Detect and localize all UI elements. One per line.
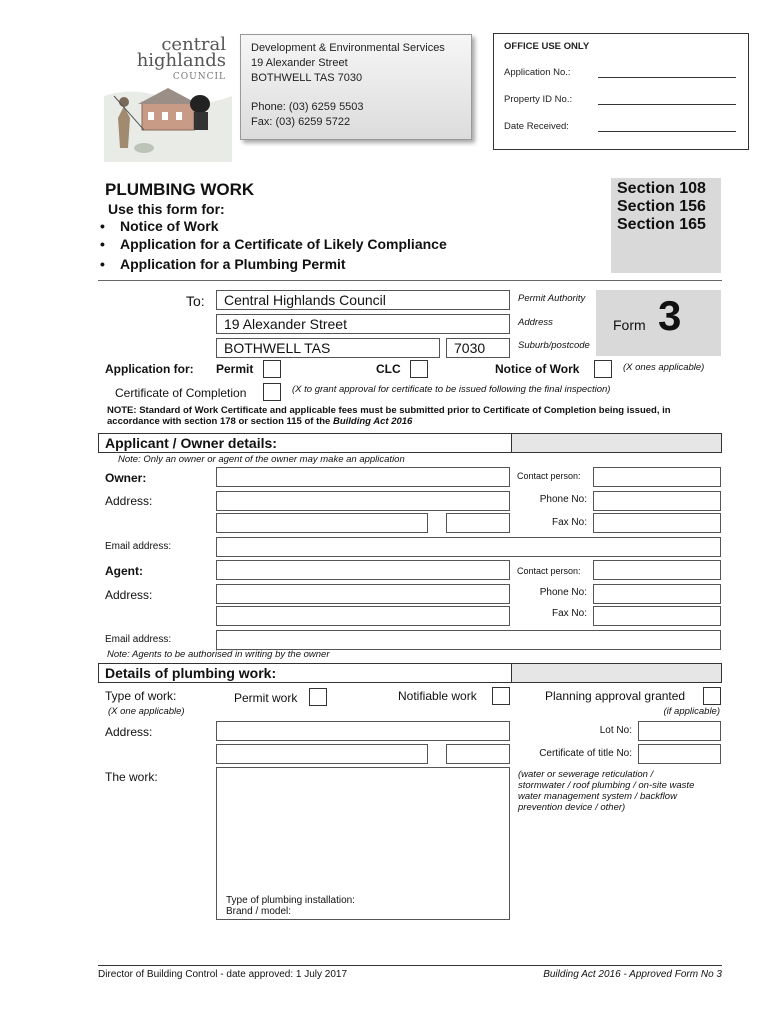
- page-title: PLUMBING WORK: [105, 180, 255, 199]
- installation-label: Type of plumbing installation:: [226, 895, 355, 906]
- owner-address-field-1[interactable]: [216, 491, 510, 511]
- application-no-line[interactable]: [598, 77, 736, 78]
- council-phone: Phone: (03) 6259 5503: [251, 101, 364, 113]
- footer-left: Director of Building Control - date approved: 1 July 2017: [98, 969, 348, 980]
- owner-address-field-2[interactable]: [216, 513, 428, 533]
- permit-authority-field[interactable]: Central Highlands Council: [216, 290, 510, 310]
- agent-contact-field[interactable]: [593, 560, 721, 580]
- logo-text-council: COUNCIL: [172, 72, 226, 82]
- type-of-work-label: Type of work:: [105, 689, 177, 703]
- note-line-1: NOTE: Standard of Work Certificate and applicable fees must be submitted prior to Certificate of Completion being issued, in: [107, 405, 671, 416]
- address-field[interactable]: 19 Alexander Street: [216, 314, 510, 334]
- council-address-box: [240, 34, 472, 140]
- agent-email-field[interactable]: [216, 630, 721, 650]
- certificate-completion-checkbox[interactable]: [263, 383, 281, 401]
- owner-postcode-field[interactable]: [446, 513, 510, 533]
- application-no-label: Application No.:: [504, 67, 571, 78]
- property-id-line[interactable]: [598, 104, 736, 105]
- plumbing-section-header: [98, 663, 722, 683]
- office-use-box: [493, 33, 749, 150]
- owner-name-field[interactable]: [216, 467, 510, 487]
- owner-fax-label: Fax No:: [551, 517, 587, 528]
- owner-email-field[interactable]: [216, 537, 721, 557]
- owner-contact-label: Contact person:: [517, 471, 581, 481]
- council-town: BOTHWELL TAS 7030: [251, 72, 363, 84]
- work-address-label: Address:: [105, 725, 153, 739]
- postcode-field[interactable]: 7030: [446, 338, 510, 358]
- agent-label: Agent:: [105, 564, 143, 578]
- certificate-completion-label: Certificate of Completion: [115, 386, 247, 400]
- applicant-section-header: [98, 433, 722, 453]
- notifiable-work-label: Notifiable work: [398, 689, 477, 703]
- use-for-label: Use this form for:: [108, 201, 225, 217]
- title-no-label: Certificate of title No:: [539, 748, 632, 759]
- logo-text-highlands: highlands: [136, 50, 226, 71]
- council-logo: [104, 26, 232, 162]
- work-address-field-2[interactable]: [216, 744, 428, 764]
- certificate-completion-note: (X to grant approval for certificate to be issued following the final inspection): [292, 384, 611, 395]
- to-label: To:: [186, 293, 205, 309]
- agent-fax-field[interactable]: [593, 606, 721, 626]
- date-received-label: Date Received:: [504, 121, 569, 132]
- the-work-label: The work:: [105, 770, 158, 784]
- form-number-box: [596, 290, 721, 356]
- council-fax: Fax: (03) 6259 5722: [251, 116, 351, 128]
- title-no-field[interactable]: [638, 744, 721, 764]
- clc-checkbox[interactable]: [410, 360, 428, 378]
- bullet-plumbing-permit: • Application for a Plumbing Permit: [100, 256, 346, 272]
- permit-work-label: Permit work: [234, 691, 298, 705]
- if-applicable-note: (if applicable): [663, 706, 720, 717]
- agent-email-label: Email address:: [105, 634, 172, 645]
- header-divider: [98, 280, 722, 281]
- plumbing-heading: Details of plumbing work:: [105, 665, 277, 681]
- work-address-field-1[interactable]: [216, 721, 510, 741]
- office-use-title: OFFICE USE ONLY: [504, 41, 590, 52]
- clc-label: CLC: [376, 362, 401, 376]
- property-id-label: Property ID No.:: [504, 94, 573, 105]
- suburb-postcode-label: Suburb/postcode: [518, 340, 590, 351]
- section-box: [611, 178, 721, 273]
- council-street: 19 Alexander Street: [251, 57, 348, 69]
- note-line-2: accordance with section 178 or section 115 of the Building Act 2016: [107, 416, 413, 427]
- owner-phone-field[interactable]: [593, 491, 721, 511]
- owner-phone-label: Phone No:: [539, 494, 587, 505]
- logo-text-central: central: [161, 34, 226, 55]
- agent-address-field-2[interactable]: [216, 606, 510, 626]
- one-applicable-note: (X one applicable): [108, 706, 185, 717]
- owner-email-label: Email address:: [105, 541, 172, 552]
- owner-fax-field[interactable]: [593, 513, 721, 533]
- section-108: Section 108: [617, 180, 706, 197]
- x-applicable-note: (X ones applicable): [623, 362, 705, 373]
- agent-note: Note: Agents to be authorised in writing by the owner: [107, 649, 330, 660]
- permit-checkbox[interactable]: [263, 360, 281, 378]
- section-165: Section 165: [617, 216, 706, 233]
- work-note: (water or sewerage reticulation / stormwater / roof plumbing / on-site waste water management system / backflow prevention device / other): [518, 769, 695, 813]
- footer-right: Building Act 2016 - Approved Form No 3: [543, 969, 722, 980]
- agent-name-field[interactable]: [216, 560, 510, 580]
- agent-address-field-1[interactable]: [216, 584, 510, 604]
- work-postcode-field[interactable]: [446, 744, 510, 764]
- lot-no-field[interactable]: [638, 721, 721, 741]
- applicant-heading: Applicant / Owner details:: [105, 435, 277, 451]
- application-for-label: Application for:: [105, 362, 194, 376]
- agent-phone-label: Phone No:: [539, 587, 587, 598]
- agent-phone-field[interactable]: [593, 584, 721, 604]
- footer-divider: [98, 965, 722, 966]
- notice-of-work-checkbox[interactable]: [594, 360, 612, 378]
- form-word: Form: [613, 317, 646, 333]
- dept-name: Development & Environmental Services: [251, 42, 445, 54]
- agent-fax-label: Fax No:: [551, 608, 587, 619]
- the-work-textarea[interactable]: [216, 767, 510, 920]
- owner-address-label: Address:: [105, 494, 153, 508]
- notice-of-work-label: Notice of Work: [495, 362, 580, 376]
- owner-label: Owner:: [105, 471, 147, 485]
- section-156: Section 156: [617, 198, 706, 215]
- lot-no-label: Lot No:: [599, 725, 632, 736]
- permit-authority-label: Permit Authority: [518, 293, 586, 304]
- owner-contact-field[interactable]: [593, 467, 721, 487]
- date-received-line[interactable]: [598, 131, 736, 132]
- planning-approval-label: Planning approval granted: [545, 689, 686, 703]
- permit-work-checkbox[interactable]: [309, 688, 327, 706]
- applicant-note: Note: Only an owner or agent of the owner may make an application: [118, 454, 405, 465]
- logo-illustration-icon: [104, 26, 232, 162]
- form-number: 3: [658, 292, 682, 339]
- suburb-field[interactable]: BOTHWELL TAS: [216, 338, 440, 358]
- planning-approval-checkbox[interactable]: [703, 687, 721, 705]
- notifiable-work-checkbox[interactable]: [492, 687, 510, 705]
- brand-model-label: Brand / model:: [226, 906, 292, 917]
- bullet-notice-of-work: • Notice of Work: [100, 218, 219, 234]
- agent-contact-label: Contact person:: [517, 566, 581, 576]
- permit-label: Permit: [216, 362, 254, 376]
- bullet-clc: • Application for a Certificate of Likely Compliance: [100, 236, 447, 252]
- agent-address-label: Address:: [105, 588, 153, 602]
- address-label: Address: [518, 317, 553, 328]
